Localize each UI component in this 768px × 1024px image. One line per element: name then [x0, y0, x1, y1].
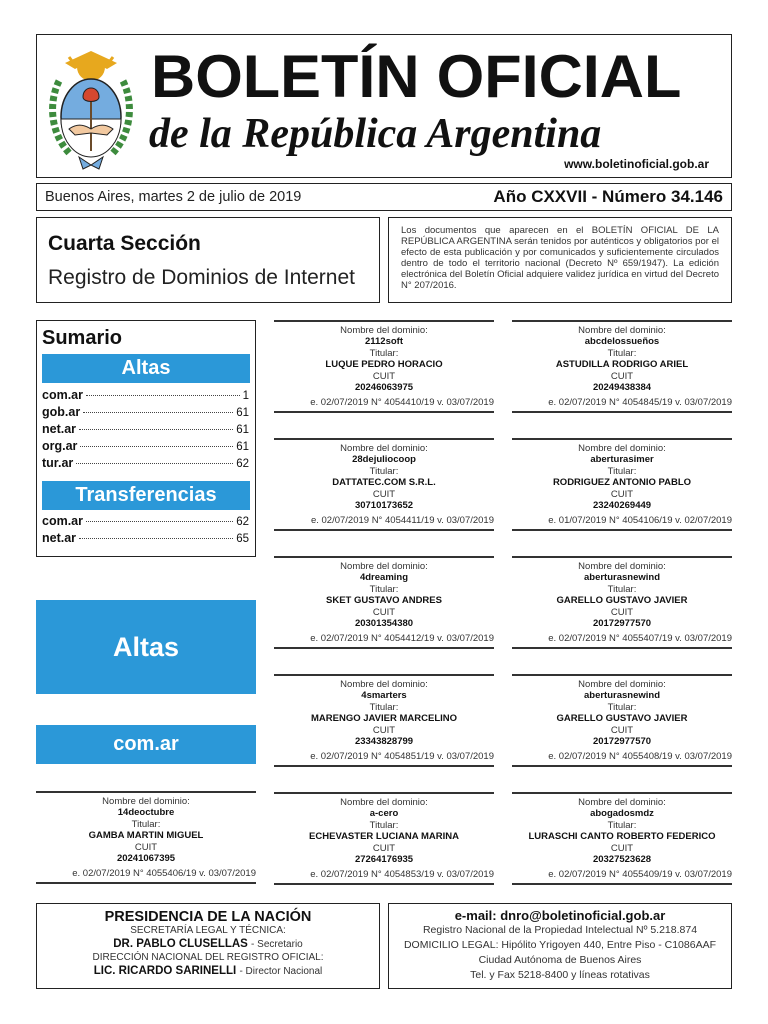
- summary-altas-band: Altas: [42, 354, 250, 383]
- domain-entry: [274, 438, 494, 531]
- domain-name: 4smarters: [361, 690, 407, 701]
- summary-entry-name: net.ar: [42, 422, 77, 436]
- cuit-number: 20241067395: [116, 853, 176, 864]
- summary-transferencias-band: Transferencias: [42, 481, 250, 510]
- domain-label: Nombre del dominio:: [340, 679, 428, 690]
- cuit-number: 23343828799: [354, 736, 414, 747]
- presidency-title: PRESIDENCIA DE LA NACIÓN: [104, 909, 312, 925]
- summary-entry-page: 61: [236, 407, 249, 419]
- secretary-line: [37, 937, 379, 952]
- cuit-label: CUIT: [134, 842, 158, 853]
- director-name: LIC. RICARDO SARINELLI: [93, 965, 237, 977]
- domain-name: aberturasnewind: [583, 690, 661, 701]
- masthead-title: BOLETÍN OFICIAL: [151, 43, 682, 110]
- holder-label: Titular:: [369, 348, 399, 359]
- summary-entry-name: gob.ar: [42, 405, 81, 419]
- holder-label: Titular:: [131, 819, 161, 830]
- holder-label: Titular:: [369, 702, 399, 713]
- summary-entry-net-ar[interactable]: [42, 422, 249, 438]
- domain-entry: [274, 674, 494, 767]
- edition-reference: e. 02/07/2019 N° 4055409/19 v. 03/07/2019: [548, 869, 732, 880]
- summary-transfer-net-ar[interactable]: [42, 531, 249, 547]
- com-ar-banner: com.ar: [36, 725, 256, 764]
- leader-dots: [80, 446, 233, 447]
- holder-name: RODRIGUEZ ANTONIO PABLO: [552, 477, 692, 488]
- cuit-label: CUIT: [372, 607, 396, 618]
- summary-entry-page: 65: [236, 533, 249, 545]
- dateline: [36, 183, 732, 211]
- cuit-label: CUIT: [610, 371, 634, 382]
- summary-entry-page: 1: [242, 390, 249, 402]
- cuit-label: CUIT: [610, 725, 634, 736]
- holder-name: ECHEVASTER LUCIANA MARINA: [309, 831, 459, 842]
- domain-label: Nombre del dominio:: [340, 443, 428, 454]
- domain-name: 4dreaming: [359, 572, 409, 583]
- domain-name: aberturasnewind: [583, 572, 661, 583]
- publication-date: Buenos Aires, martes 2 de julio de 2019: [45, 189, 302, 205]
- directorate-label: DIRECCIÓN NACIONAL DEL REGISTRO OFICIAL:: [92, 952, 324, 963]
- cuit-number: 20249438384: [592, 382, 652, 393]
- summary-entry-page: 62: [236, 516, 249, 528]
- summary-entry-name: net.ar: [42, 531, 77, 545]
- cuit-label: CUIT: [372, 725, 396, 736]
- domain-label: Nombre del dominio:: [102, 796, 190, 807]
- holder-name: GARELLO GUSTAVO JAVIER: [556, 595, 688, 606]
- cuit-number: 20301354380: [354, 618, 414, 629]
- holder-label: Titular:: [369, 584, 399, 595]
- domain-entry: [512, 674, 732, 767]
- holder-name: GARELLO GUSTAVO JAVIER: [556, 713, 688, 724]
- holder-name: MARENGO JAVIER MARCELINO: [310, 713, 458, 724]
- summary-entry-org-ar[interactable]: [42, 439, 249, 455]
- legal-address: DOMICILIO LEGAL: Hipólito Yrigoyen 440, Entre Piso - C1086AAF: [403, 939, 717, 951]
- summary-entry-page: 62: [236, 458, 249, 470]
- section-heading-box: [36, 217, 380, 303]
- edition-reference: e. 02/07/2019 N° 4055408/19 v. 03/07/2019: [548, 751, 732, 762]
- cuit-label: CUIT: [372, 489, 396, 500]
- holder-label: Titular:: [369, 820, 399, 831]
- domain-label: Nombre del dominio:: [578, 443, 666, 454]
- website-link[interactable]: www.boletinoficial.gob.ar: [564, 157, 709, 171]
- cuit-label: CUIT: [610, 489, 634, 500]
- leader-dots: [86, 521, 233, 522]
- director-line: [37, 964, 379, 979]
- edition-reference: e. 02/07/2019 N° 4055406/19 v. 03/07/2019: [72, 868, 256, 879]
- domain-name: 28dejuliocoop: [352, 454, 416, 465]
- domain-label: Nombre del dominio:: [340, 325, 428, 336]
- footer-contact: [388, 903, 732, 989]
- edition-reference: e. 01/07/2019 N° 4054106/19 v. 02/07/2019: [548, 515, 732, 526]
- holder-label: Titular:: [607, 466, 637, 477]
- edition-reference: e. 02/07/2019 N° 4055407/19 v. 03/07/2019: [548, 633, 732, 644]
- holder-name: LUQUE PEDRO HORACIO: [325, 359, 443, 370]
- cuit-number: 27264176935: [354, 854, 414, 865]
- summary-entry-gob-ar[interactable]: [42, 405, 249, 421]
- holder-name: DATTATEC.COM S.R.L.: [332, 477, 436, 488]
- summary-transfer-com-ar[interactable]: [42, 514, 249, 530]
- domain-entry: [274, 556, 494, 649]
- holder-name: ASTUDILLA RODRIGO ARIEL: [555, 359, 689, 370]
- holder-label: Titular:: [607, 348, 637, 359]
- summary-entry-tur-ar[interactable]: [42, 456, 249, 472]
- domain-entry: [274, 320, 494, 413]
- summary-entry-name: com.ar: [42, 388, 83, 402]
- issue-number: Año CXXVII - Número 34.146: [493, 187, 723, 206]
- cuit-number: 30710173652: [354, 500, 414, 511]
- ip-registry: Registro Nacional de la Propiedad Intelectual Nº 5.218.874: [422, 924, 698, 936]
- masthead-subtitle: de la República Argentina: [149, 111, 602, 157]
- city: Ciudad Autónoma de Buenos Aires: [478, 954, 642, 966]
- section-title: Cuarta Sección: [48, 232, 201, 255]
- summary-title: Sumario: [42, 327, 123, 349]
- masthead: [36, 34, 732, 178]
- domain-name: aberturasimer: [590, 454, 654, 465]
- cuit-label: CUIT: [372, 843, 396, 854]
- edition-reference: e. 02/07/2019 N° 4054412/19 v. 03/07/2019: [310, 633, 494, 644]
- holder-name: GAMBA MARTIN MIGUEL: [88, 830, 204, 841]
- summary-entry-page: 61: [236, 424, 249, 436]
- domain-entry: [36, 791, 256, 884]
- domain-label: Nombre del dominio:: [340, 797, 428, 808]
- edition-reference: e. 02/07/2019 N° 4054410/19 v. 03/07/2019: [310, 397, 494, 408]
- coat-of-arms-icon: [45, 41, 137, 173]
- domain-name: abcdelossueños: [584, 336, 660, 347]
- secretariat-label: SECRETARÍA LEGAL Y TÉCNICA:: [130, 925, 286, 936]
- section-subtitle: Registro de Dominios de Internet: [48, 266, 355, 289]
- domain-name: 14deoctubre: [117, 807, 175, 818]
- edition-reference: e. 02/07/2019 N° 4054411/19 v. 03/07/2019: [310, 515, 494, 526]
- cuit-number: 20172977570: [592, 736, 652, 747]
- cuit-number: 20327523628: [592, 854, 652, 865]
- edition-reference: e. 02/07/2019 N° 4054853/19 v. 03/07/2019: [310, 869, 494, 880]
- summary-entry-name: com.ar: [42, 514, 83, 528]
- domain-label: Nombre del dominio:: [578, 561, 666, 572]
- domain-name: 2112soft: [364, 336, 404, 347]
- cuit-label: CUIT: [372, 371, 396, 382]
- cuit-number: 20246063975: [354, 382, 414, 393]
- domain-name: a-cero: [369, 808, 399, 819]
- summary-entry-page: 61: [236, 441, 249, 453]
- holder-label: Titular:: [607, 584, 637, 595]
- holder-name: LURASCHI CANTO ROBERTO FEDERICO: [528, 831, 716, 842]
- summary-entry-com-ar[interactable]: [42, 388, 249, 404]
- holder-label: Titular:: [607, 702, 637, 713]
- edition-reference: e. 02/07/2019 N° 4054851/19 v. 03/07/2019: [310, 751, 494, 762]
- holder-label: Titular:: [369, 466, 399, 477]
- secretary-name: DR. PABLO CLUSELLAS: [113, 938, 248, 950]
- leader-dots: [79, 538, 233, 539]
- leader-dots: [83, 412, 233, 413]
- summary-entry-name: tur.ar: [42, 456, 74, 470]
- edition-reference: e. 02/07/2019 N° 4054845/19 v. 03/07/2019: [548, 397, 732, 408]
- domain-label: Nombre del dominio:: [578, 797, 666, 808]
- leader-dots: [86, 395, 240, 396]
- summary-box: [36, 320, 256, 557]
- cuit-label: CUIT: [610, 607, 634, 618]
- holder-label: Titular:: [607, 820, 637, 831]
- domain-label: Nombre del dominio:: [578, 325, 666, 336]
- cuit-number: 20172977570: [592, 618, 652, 629]
- contact-email[interactable]: e-mail: dnro@boletinoficial.gob.ar: [454, 908, 666, 923]
- cuit-label: CUIT: [610, 843, 634, 854]
- director-role: - Director Nacional: [239, 966, 323, 977]
- domain-name: abogadosmdz: [590, 808, 654, 819]
- domain-entry: [512, 320, 732, 413]
- domain-label: Nombre del dominio:: [578, 679, 666, 690]
- phone: Tel. y Fax 5218-8400 y líneas rotativas: [470, 969, 650, 981]
- domain-label: Nombre del dominio:: [340, 561, 428, 572]
- footer-authorities: [36, 903, 380, 989]
- secretary-role: - Secretario: [251, 939, 303, 950]
- domain-entry: [512, 792, 732, 885]
- holder-name: SKET GUSTAVO ANDRES: [326, 595, 442, 606]
- legal-notice: Los documentos que aparecen en el BOLETÍN OFICIAL DE LA REPÚBLICA ARGENTINA serán tenidos por auténticos y obligatorios por el efecto de esta publicación y por comunicados y suficientemente circulados dentro de todo el territorio nacional (Decreto Nº 659/1947). La edición electrónica del Boletín Oficial adquiere validez jurídica en virtud del Decreto N° 207/2016.: [388, 217, 732, 303]
- cuit-number: 23240269449: [592, 500, 652, 511]
- domain-entry: [512, 556, 732, 649]
- altas-banner: Altas: [36, 600, 256, 694]
- leader-dots: [79, 429, 233, 430]
- domain-entry: [512, 438, 732, 531]
- domain-entry: [274, 792, 494, 885]
- leader-dots: [76, 463, 233, 464]
- summary-entry-name: org.ar: [42, 439, 78, 453]
